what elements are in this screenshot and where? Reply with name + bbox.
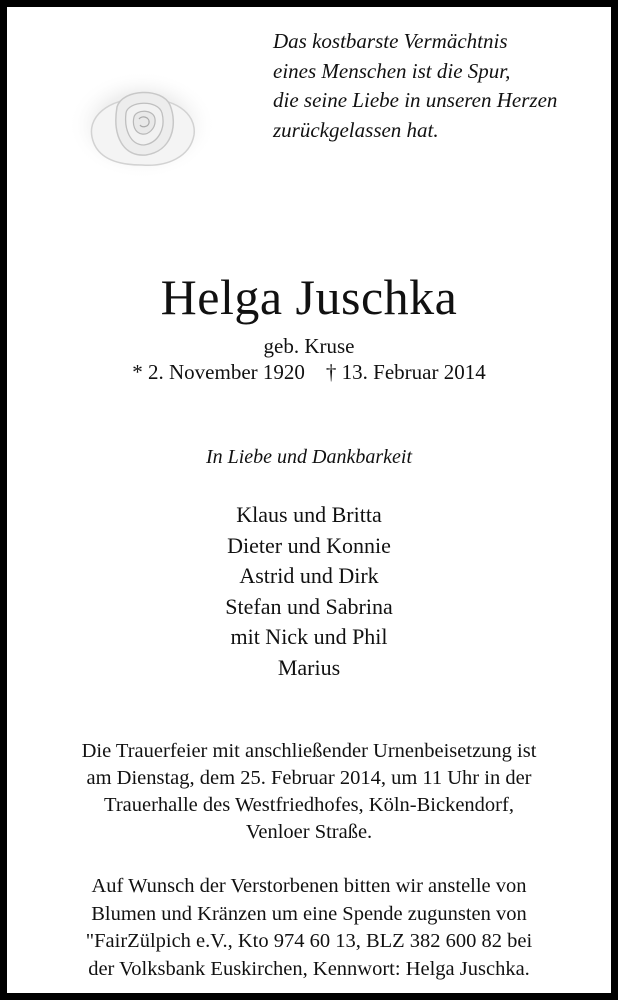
maiden-name: geb. Kruse xyxy=(263,334,355,358)
deceased-name: Helga Juschka xyxy=(160,269,458,325)
memorial-quote xyxy=(273,27,603,145)
ceremony-line: am Dienstag, dem 25. Februar 2014, um 11 Uhr in der xyxy=(86,767,532,789)
quote-line: Das kostbarste Vermächtnis xyxy=(273,29,508,53)
ceremony-line: Trauerhalle des Westfriedhofes, Köln-Bickendorf, xyxy=(104,794,514,816)
ceremony-line: Die Trauerfeier mit anschließender Urnenbeisetzung ist xyxy=(81,740,537,762)
donation-line: Blumen und Kränzen um eine Spende zugunsten von xyxy=(91,902,527,925)
quote-line: zurückgelassen hat. xyxy=(273,117,439,142)
ceremony-line: Venloer Straße. xyxy=(245,821,373,843)
life-dates: * 2. November 1920 † 13. Februar 2014 xyxy=(132,360,486,384)
mourner: Marius xyxy=(277,654,341,680)
quote-line: die seine Liebe in unseren Herzen xyxy=(273,88,558,112)
rose-icon xyxy=(62,67,222,187)
obituary-notice xyxy=(7,7,611,993)
mourner: Stefan und Sabrina xyxy=(225,593,393,619)
quote-line: eines Menschen ist die Spur, xyxy=(273,58,511,83)
mourner: Astrid und Dirk xyxy=(239,563,379,588)
donation-line: Auf Wunsch der Verstorbenen bitten wir anstelle von xyxy=(91,875,527,897)
mourners-list xyxy=(7,500,611,683)
mourner: Dieter und Konnie xyxy=(227,532,391,558)
donation-info xyxy=(7,873,611,983)
ceremony-info xyxy=(7,738,611,846)
donation-line: "FairZülpich e.V., Kto 974 60 13, BLZ 382 600 82 bei xyxy=(85,930,533,952)
mourner: Klaus und Britta xyxy=(236,502,382,527)
donation-line: der Volksbank Euskirchen, Kennwort: Helga Juschka. xyxy=(88,957,530,980)
mourner: mit Nick und Phil xyxy=(230,624,388,649)
dedication: In Liebe und Dankbarkeit xyxy=(205,446,413,468)
